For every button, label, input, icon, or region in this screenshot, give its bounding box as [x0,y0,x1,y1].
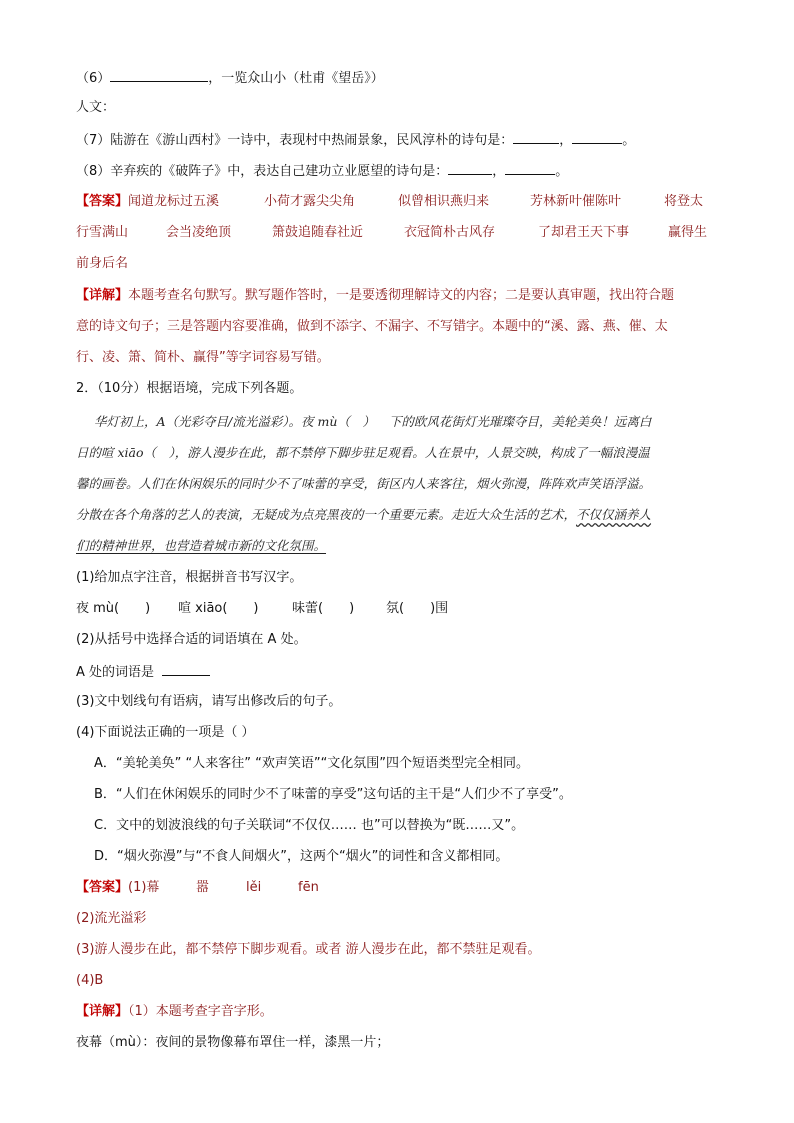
answer-2-line-3: (3)游人漫步在此，都不禁停下脚步观看。或者 游人漫步在此，都不禁驻足观看。 [76,942,541,957]
detail-2-line-1: 【详解】（1）本题考查字音字形。 [76,1004,273,1019]
question-7: （7）陆游在《游山西村》一诗中，表现村中热闹景象，民风淳朴的诗句是： ， 。 [76,129,635,151]
option-d: D．“烟火弥漫”与“不食人间烟火”，这两个“烟火”的词性和含义都相同。 [94,849,509,864]
section-heading-renwen: 人文： [76,100,116,115]
detail-1-line-3: 行、凌、箫、简朴、赢得”等字词容易写错。 [76,350,330,365]
answer-tag: 【答案】 [76,880,129,895]
subquestion-1-items [76,599,496,619]
detail-tag: 【详解】 [76,1004,129,1019]
option-c: C．文中的划波浪线的句子关联词“不仅仅…… 也”可以替换为“既……又”。 [94,818,525,833]
answer-blank[interactable] [513,129,559,144]
answer-blank[interactable] [448,160,492,175]
passage-line-2: 日的喧 xiāo（ ），游人漫步在此，都不禁停下脚步驻足观看。人在景中，人景交映，构成了一幅浪漫温 [76,445,650,460]
detail-tag: 【详解】 [76,288,129,303]
subquestion-4: (4)下面说法正确的一项是（ ） [76,725,255,740]
answer-1-line-3: 前身后名 [76,256,129,271]
subquestion-2: (2)从括号中选择合适的词语填在 A 处。 [76,632,307,647]
detail-1-line-1: 【详解】本题考查名句默写。默写题作答时，一是要透彻理解诗文的内容；二是要认真审题，找出符合题 [76,288,675,303]
subquestion-3: (3)文中划线句有语病，请写出修改后的句子。 [76,694,342,709]
item-fen-wei: 氛( )围 [386,601,449,616]
answer-1-line-1: 【答案】闻道龙标过五溪 小荷才露尖尖角 似曾相识燕归来 芳林新叶催陈叶 将登太 [76,194,704,209]
answer-tag: 【答案】 [76,194,129,209]
detail-1-line-2: 意的诗文句子；三是答题内容要准确，做到不添字、不漏字、不写错字。本题中的“溪、露、燕、催、太 [76,319,668,334]
answer-1-line-2: 行雪满山 会当凌绝顶 箫鼓追随春社近 衣冠简朴古风存 了却君王天下事 赢得生 [76,225,708,240]
option-b: B．“人们在休闲娱乐的同时少不了味蕾的享受”这句话的主干是“人们少不了享受”。 [94,787,572,802]
item-xuan-xiao: 喧 xiāo( ) [178,601,259,616]
subquestion-2-line: A 处的词语是 [76,661,210,683]
answer-2-line-4: (4)B [76,973,104,988]
answer-blank[interactable] [162,661,210,676]
passage-line-5 [76,536,326,556]
item-wei-lei: 味蕾( ) [292,601,355,616]
underlined-sentence: 们的精神世界，也营造着城市新的文化氛围。 [76,538,327,553]
question-8: （8）辛弃疾的《破阵子》中，表达自己建功立业愿望的诗句是： ， 。 [76,160,568,182]
option-a: A．“美轮美奂” “人来客往” “欢声笑语”“文化氛围”四个短语类型完全相同。 [94,756,530,771]
question-2-title: 2．（10分）根据语境，完成下列各题。 [76,381,303,396]
answer-blank[interactable] [572,129,622,144]
subquestion-1: (1)给加点字注音，根据拼音书写汉字。 [76,570,303,585]
answer-blank[interactable] [110,67,208,82]
passage-line-3: 馨的画卷。人们在休闲娱乐的同时少不了味蕾的享受，街区内人来客往，烟火弥漫，阵阵欢声笑语浮溢。 [76,476,652,491]
answer-blank[interactable] [505,160,555,175]
answer-2-line-2: (2)流光溢彩 [76,911,147,926]
passage-line-1: 华灯初上，A（光彩夺目/流光溢彩）。夜 mù（ ） 下的欧风花街灯光璀璨夺目，美轮美奂！远离白 [94,414,652,429]
passage-line-4: 分散在各个角落的艺人的表演，无疑成为点亮黑夜的一个重要元素。走近大众生活的艺术，不仅仅涵养人 [76,507,652,522]
detail-2-line-2: 夜幕（mù）：夜间的景物像幕布罩住一样，漆黑一片； [76,1035,390,1050]
answer-2-line-1: 【答案】(1)幕 嚣 lěi fēn [76,880,319,895]
question-6: （6） ，一览众山小（杜甫《望岳》） [76,67,384,89]
item-ye-mu: 夜 mù( ) [76,601,151,616]
underlined-sentence: 不仅仅涵养人 [576,507,652,522]
